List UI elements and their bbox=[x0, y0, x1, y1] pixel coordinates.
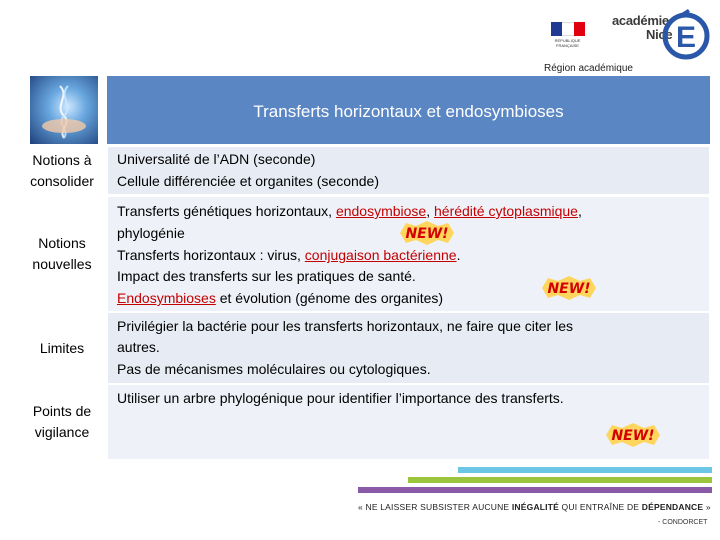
highlight-endosymbiose: endosymbiose bbox=[335, 203, 427, 219]
text-span: , bbox=[426, 203, 434, 219]
academie-nice-logo bbox=[608, 0, 720, 62]
text-span: Transferts génétiques horizontaux, bbox=[117, 203, 336, 219]
content-line: Impact des transferts sur les pratiques de santé. bbox=[117, 268, 416, 284]
republique-francaise-logo bbox=[542, 22, 594, 52]
text-span: Transferts horizontaux : virus, bbox=[117, 247, 305, 263]
page-title: Transferts horizontaux et endosymbioses bbox=[253, 102, 564, 121]
content-line bbox=[117, 288, 699, 310]
row-label: Notions à consolider bbox=[30, 152, 94, 189]
nice-word: Nice bbox=[646, 27, 673, 42]
motto-bold: DÉPENDANCE bbox=[641, 502, 704, 512]
footer-bar-blue bbox=[458, 467, 712, 473]
row-limites bbox=[18, 313, 710, 383]
row-content bbox=[108, 197, 709, 311]
text-span: , bbox=[577, 203, 582, 219]
new-badge-text: NEW! bbox=[547, 281, 591, 297]
content-line: autres. bbox=[117, 339, 160, 355]
row-label: Notions nouvelles bbox=[32, 235, 92, 272]
svg-text:E: E bbox=[675, 21, 697, 54]
row-notions-consolider bbox=[18, 147, 710, 194]
motto-part: « NE LAISSER SUBSISTER AUCUNE bbox=[358, 502, 512, 512]
content-line: Universalité de l’ADN (seconde) bbox=[117, 151, 316, 167]
row-notions-nouvelles bbox=[18, 197, 710, 311]
row-content bbox=[108, 313, 709, 383]
new-badge-text: NEW! bbox=[611, 428, 655, 444]
new-badge-text: NEW! bbox=[405, 226, 449, 242]
content-line bbox=[117, 245, 699, 267]
highlight-heredite: hérédité cytoplasmique bbox=[434, 203, 578, 219]
highlight-endosymbioses: Endosymbioses bbox=[117, 290, 216, 306]
highlight-conjugaison: conjugaison bactérienne bbox=[304, 247, 457, 263]
motto-part: QUI ENTRAÎNE DE bbox=[559, 502, 642, 512]
region-academique-label: Région académique bbox=[544, 63, 633, 74]
dna-hands-image bbox=[30, 76, 98, 144]
rf-logo-text: RÉPUBLIQUE FRANÇAISE bbox=[554, 38, 581, 48]
content-line: Pas de mécanismes moléculaires ou cytologiques. bbox=[117, 361, 431, 377]
french-flag-icon bbox=[551, 22, 585, 36]
text-span: . bbox=[456, 247, 461, 263]
content-line: phylogénie bbox=[117, 225, 185, 241]
row-content bbox=[108, 147, 709, 194]
footer-author: - CONDORCET bbox=[658, 519, 708, 526]
footer-bar-green bbox=[408, 477, 712, 483]
new-badge-icon bbox=[604, 422, 662, 448]
academie-e-icon bbox=[660, 8, 712, 60]
motto-bold: INÉGALITÉ bbox=[511, 502, 559, 512]
row-label: Limites bbox=[39, 340, 85, 356]
text-span: et évolution (génome des organites) bbox=[215, 290, 444, 306]
footer-motto bbox=[358, 502, 711, 512]
academie-word: académie bbox=[612, 13, 669, 28]
motto-part: » bbox=[703, 502, 711, 512]
new-badge-icon bbox=[398, 220, 456, 246]
new-badge-icon bbox=[540, 275, 598, 301]
row-label: Points de vigilance bbox=[32, 403, 92, 440]
content-line: Cellule différenciée et organites (seconde) bbox=[117, 173, 380, 189]
title-banner bbox=[107, 76, 710, 144]
content-line: Utiliser un arbre phylogénique pour identifier l’importance des transferts. bbox=[117, 390, 564, 406]
content-line: Privilégier la bactérie pour les transferts horizontaux, ne faire que citer les bbox=[117, 318, 573, 334]
footer-bar-purple bbox=[358, 487, 712, 493]
